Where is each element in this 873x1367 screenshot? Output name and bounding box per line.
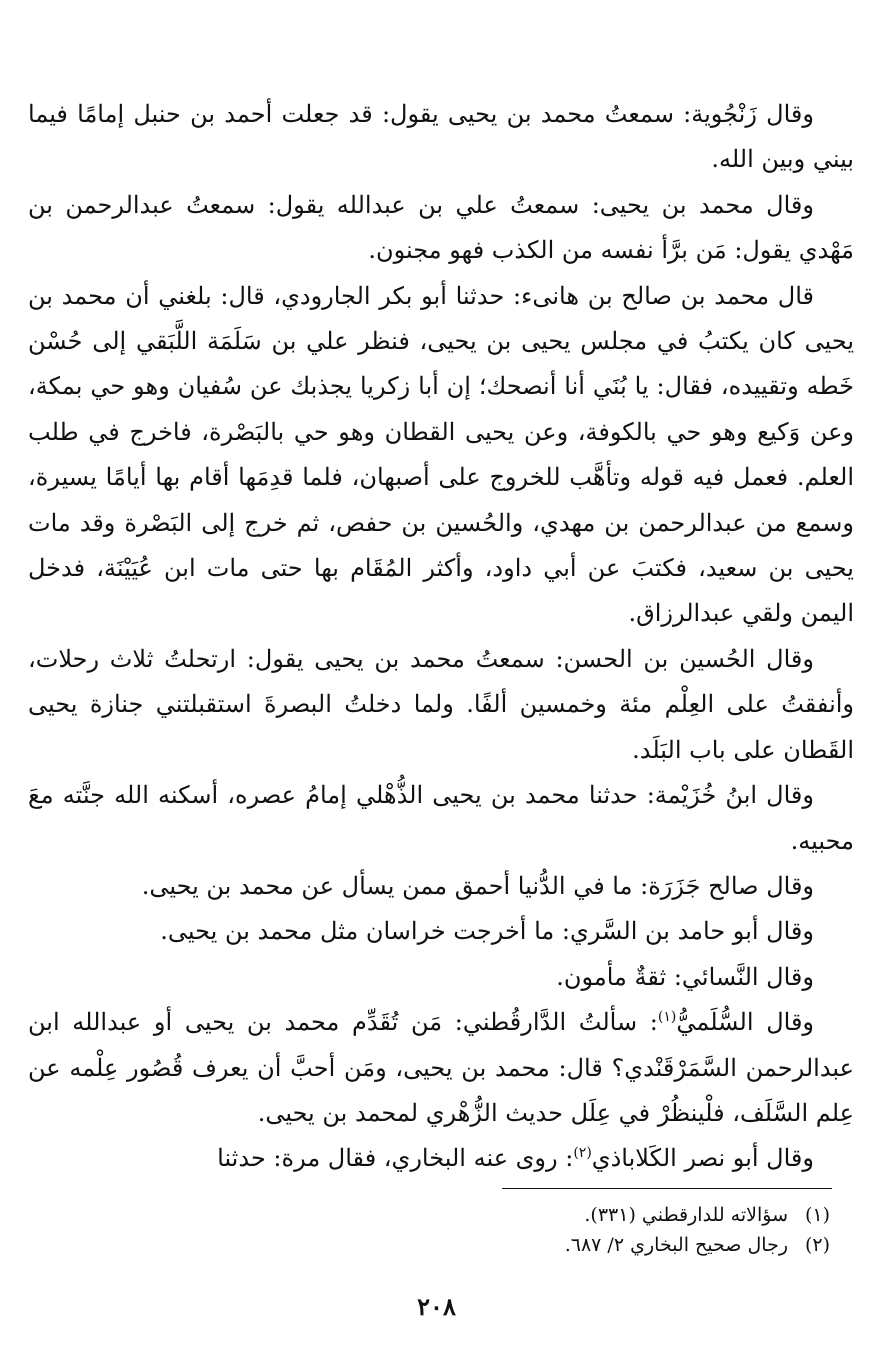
- paragraph-sulami-start: وقال السُّلَميُّ: [676, 1008, 815, 1037]
- paragraph-zanjawayh: وقال زَنْجُوية: سمعتُ محمد بن يحيى يقول: قد جعلت أحمد بن حنبل إمامًا فيما بيني وبين الله.: [28, 100, 854, 174]
- paragraph-ibn-khuzayma: وقال ابنُ خُزَيْمة: حدثنا محمد بن يحيى الذُّهْلي إمامُ عصره، أسكنه الله جنَّته معَ محبيه.: [28, 781, 854, 855]
- paragraph-husayn-ibn-hasan: وقال الحُسين بن الحسن: سمعتُ محمد بن يحيى يقول: ارتحلتُ ثلاث رحلات، وأنفقتُ على العِلْم مئة وخمسين ألفًا. ولما دخلتُ البصرةَ استقبلتني جنازة يحيى القَطان على باب البَلَد.: [28, 644, 855, 764]
- footnote-number: (٢): [804, 1234, 830, 1256]
- paragraph-salih-jazara: وقال صالح جَزَرَة: ما في الدُّنيا أحمق ممن يسأل عن محمد بن يحيى.: [141, 871, 814, 900]
- footnote-number: (١): [804, 1204, 830, 1226]
- paragraph-muhammad-ibn-yahya: وقال محمد بن يحيى: سمعتُ علي بن عبدالله يقول: سمعتُ عبدالرحمن بن مَهْدي يقول: مَن برَّأ نفسه من الكذب فهو مجنون.: [28, 190, 854, 265]
- footnote-2: [28, 1230, 832, 1260]
- paragraph-kalabadhi-start: وقال أبو نصر الكَلاباذي: [591, 1144, 814, 1173]
- footnote-ref-2[interactable]: (٢): [573, 1145, 592, 1162]
- main-text: [28, 92, 854, 1182]
- footnote-text: سؤالاته للدارقطني (٣٣١).: [584, 1204, 788, 1226]
- footnote-ref-1[interactable]: (١): [657, 1009, 677, 1026]
- paragraph-kalabadhi-rest: : روى عنه البخاري، فقال مرة: حدثنا: [217, 1144, 574, 1173]
- footnote-1: [28, 1200, 832, 1230]
- footnotes: [28, 1200, 832, 1260]
- paragraph-kalabadhi: [28, 1136, 854, 1181]
- paragraph-sulami: [28, 1000, 854, 1136]
- paragraph-jarudi: قال محمد بن صالح بن هانىء: حدثنا أبو بكر الجارودي، قال: بلغني أن محمد بن يحيى كان يكتبُ في مجلس يحيى بن يحيى، فنظر علي بن سَلَمَة اللَّبَقي إلى حُسْن خَطه وتقييده، فقال: يا بُنَي أنا أنصحك؛ إن أبا زكريا يجذبك عن سُفيان وهو حي بمكة، وعن وَكيع وهو حي بالكوفة، وعن يحيى القطان وهو حي بالبَصْرة، فاخرج في طلب العلم. فعمل فيه قوله وتأهَّب للخروج على أصبهان، فلما قدِمَها أقام بها أيامًا يسيرة، وسمع من عبدالرحمن بن مهدي، والحُسين بن حفص، ثم خرج إلى البَصْرة وقد مات يحيى بن سعيد، فكتبَ عن أبي داود، وأكثر المُقَام بها حتى مات ابن عُيَيْنَة، فدخل اليمن ولقي عبدالرزاق.: [28, 281, 854, 628]
- footnote-text: رجال صحيح البخاري ٢/ ٦٨٧.: [564, 1234, 788, 1256]
- page-number: ٢٠٨: [417, 1292, 456, 1321]
- footnote-divider: [502, 1188, 832, 1189]
- paragraph-sulami-rest: : سألتُ الدَّارقُطني: مَن تُقَدِّم محمد بن يحيى أو عبدالله ابن عبدالرحمن السَّمَرْقَنْدي؟ قال: محمد بن يحيى، ومَن أحبَّ أن يعرف قُصُور عِلْمه عن عِلم السَّلَف، فلْينظُرْ في عِلَل حديث الزُّهْري لمحمد بن يحيى.: [28, 1008, 854, 1127]
- paragraph-abu-hamid: وقال أبو حامد بن السَّري: ما أخرجت خراسان مثل محمد بن يحيى.: [160, 917, 814, 946]
- paragraph-nasai: وقال النَّسائي: ثقةٌ مأمون.: [556, 962, 814, 991]
